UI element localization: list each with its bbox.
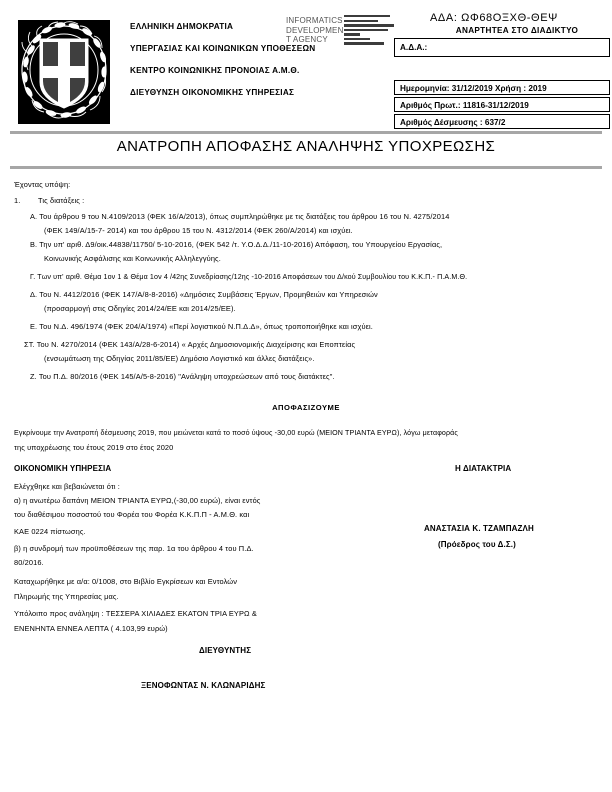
ordering-officer-title: Η ΔΙΑΤΑΚΤΡΙΑ (455, 464, 512, 473)
greek-coat-of-arms-emblem (18, 20, 110, 124)
publication-notice: ΑΝΑΡΤΗΤΕΑ ΣΤΟ ΔΙΑΔΙΚΤΥΟ (455, 26, 579, 35)
title-rule-top (10, 131, 602, 134)
ordering-officer-name: ΑΝΑΣΤΑΣΙΑ Κ. ΤΖΑΜΠΑΖΛΗ (424, 524, 534, 533)
financial-line-b2: 80/2016. (14, 558, 44, 567)
clause-b-line1: Β. Την υπ' αριθ. Δ9/οικ.44838/11750/ 5-10-2016, (ΦΕΚ 542 /τ. Υ.Ο.Δ.Δ./11-10-2016) Απόφαση, του Υπουργείου Εργασίας, (30, 240, 443, 249)
financial-intro: Ελέγχθηκε και βεβαιώνεται ότι : (14, 482, 120, 491)
decision-line-1: Εγκρίνουμε την Ανατροπή δέσμευσης 2019, που μειώνεται κατά το ποσό ύψους -30,00 ευρώ (ΜΕΙΟΝ ΤΡΙΑΝΤΑ ΕΥΡΩ), λόγω μεταφοράς (14, 429, 458, 437)
clause-d-line2: (προσαρμογή στις Οδηγίες 2014/24/ΕΕ και 2014/25/ΕΕ). (44, 304, 236, 313)
ada-input-box: Α.Δ.Α.: (394, 38, 610, 57)
org-line-ministry: ΥΠΕΡΓΑΣΙΑΣ ΚΑΙ ΚΟΙΝΩΝΙΚΩΝ ΥΠΟΘΕΣΕΩΝ (130, 44, 316, 53)
watermark-line-3: T AGENCY (286, 35, 328, 44)
registration-line-2: Πληρωμής της Υπηρεσίας μας. (14, 592, 119, 601)
ada-code-header (430, 12, 558, 24)
balance-line-1: Υπόλοιπο προς ανάληψη : ΤΕΣΣΕΡΑ ΧΙΛΙΑΔΕΣ ΕΚΑΤΟΝ ΤΡΙΑ ΕΥΡΩ & (14, 609, 257, 618)
preamble-heading: Έχοντας υπόψη: (14, 180, 71, 189)
financial-line-a2: του διαθέσιμου ποσοστού του Φορέα του Φορέα Κ.Κ.Π.Π - Α.Μ.Θ. και (14, 510, 250, 519)
clause-c-line1: Γ. Των υπ' αριθ. Θέμα 1ον 1 & Θέμα 1ον 4 /42ης Συνεδρίασης/12ης -10-2016 Αποφάσεων του Δ/κού Συμβουλίου του Κ.Κ.Π.- Π.Α.Μ.Θ. (30, 273, 468, 281)
clause-e-line1: Ε. Του Ν.Δ. 496/1974 (ΦΕΚ 204/Α/1974) «Περί λογιστικού Ν.Π.Δ.Δ», όπως τροποποιήθηκε και ισχύει. (30, 322, 373, 331)
clause-st-line1: ΣΤ. Του Ν. 4270/2014 (ΦΕΚ 143/Α/28-6-2014) « Αρχές Δημοσιονομικής Διαχείρισης και Εποπτείας (24, 340, 356, 349)
financial-line-a3: ΚΑΕ 0224 πίστωσης. (14, 527, 86, 536)
clause-a-line2: (ΦΕΚ 149/Α/15-7- 2014) και του άρθρου 15 του Ν. 4312/2014 (ΦΕΚ 260/Α/2014) και ισχύει. (44, 226, 353, 235)
clause-b-line2: Κοινωνικής Ασφάλισης και Κοινωνικής Αλληλεγγύης. (44, 254, 221, 263)
watermark-line-2: DEVELOPMEN (286, 25, 344, 35)
registration-line-1: Καταχωρήθηκε με α/α: 0/1008, στο Βιβλίο Εγκρίσεων και Εντολών (14, 577, 238, 586)
ada-value: ΩΦ68ΟΞΧΘ-ΘΕΨ (461, 12, 558, 24)
informatics-development-agency-watermark (286, 16, 344, 45)
page-title: ΑΝΑΤΡΟΠΗ ΑΠΟΦΑΣΗΣ ΑΝΑΛΗΨΗΣ ΥΠΟΧΡΕΩΣΗΣ (116, 138, 496, 155)
preamble-item-number: 1. (14, 196, 21, 205)
director-title: ΔΙΕΥΘΥΝΤΗΣ (199, 646, 252, 655)
org-line-republic: ΕΛΛΗΝΙΚΗ ΔΗΜΟΚΡΑΤΙΑ (130, 22, 234, 31)
ordering-officer-role: (Πρόεδρος του Δ.Σ.) (438, 540, 516, 549)
balance-line-2: ΕΝΕΝΗΝΤΑ ΕΝΝΕΑ ΛΕΠΤΑ ( 4.103,99 ευρώ) (14, 624, 168, 633)
document-header (0, 0, 612, 128)
protocol-number-box: Αριθμός Πρωτ.: 11816-31/12/2019 (394, 97, 610, 112)
commitment-number-box: Αριθμός Δέσμευσης : 637/2 (394, 114, 610, 129)
decision-heading: ΑΠΟΦΑΣΙΖΟΥΜΕ (272, 403, 340, 412)
watermark-line-1: INFORMATICS (286, 16, 343, 25)
ada-label: ΑΔΑ: (430, 12, 458, 24)
preamble-item-label: Τις διατάξεις : (38, 196, 85, 205)
decision-line-2: της υποχρέωσης του έτους 2019 στο έτος 2020 (14, 443, 174, 452)
financial-line-a1: α) η ανωτέρω δαπάνη ΜΕΙΟΝ ΤΡΙΑΝΤΑ ΕΥΡΩ,(-30,00 ευρώ), είναι εντός (14, 496, 261, 505)
clause-st-line2: (ενσωμάτωση της Οδηγίας 2011/85/ΕΕ) Δημόσιο Λογιστικό και άλλες διατάξεις». (44, 354, 315, 363)
title-rule-bottom (10, 166, 602, 169)
clause-d-line1: Δ. Του Ν. 4412/2016 (ΦΕΚ 147/Α/8-8-2016) «Δημόσιες Συμβάσεις Έργων, Προμηθειών και Υπηρεσιών (30, 290, 378, 299)
financial-service-heading: ΟΙΚΟΝΟΜΙΚΗ ΥΠΗΡΕΣΙΑ (14, 464, 112, 473)
clause-z-line1: Ζ. Του Π.Δ. 80/2016 (ΦΕΚ 145/Α/5-8-2016) "Ανάληψη υποχρεώσεων από τους διατάκτες". (30, 372, 335, 381)
director-name: ΞΕΝΟΦΩΝΤΑΣ Ν. ΚΛΩΝΑΡΙΔΗΣ (141, 681, 266, 690)
date-box: Ημερομηνία: 31/12/2019 Χρήση : 2019 (394, 80, 610, 95)
clause-a-line1: Α. Του άρθρου 9 του Ν.4109/2013 (ΦΕΚ 16/Α/2013), όπως συμπληρώθηκε με τις διατάξεις του άρθρου 16 του Ν. 4275/2014 (30, 212, 450, 221)
digital-signature-block-icon (344, 15, 396, 55)
org-line-directorate: ΔΙΕΥΘΥΝΣΗ ΟΙΚΟΝΟΜΙΚΗΣ ΥΠΗΡΕΣΙΑΣ (130, 88, 295, 97)
financial-line-b1: β) η συνδρομή των προϋποθέσεων της παρ. 1α του άρθρου 4 του Π.Δ. (14, 544, 254, 553)
org-line-center: ΚΕΝΤΡΟ ΚΟΙΝΩΝΙΚΗΣ ΠΡΟΝΟΙΑΣ Α.Μ.Θ. (130, 66, 300, 75)
